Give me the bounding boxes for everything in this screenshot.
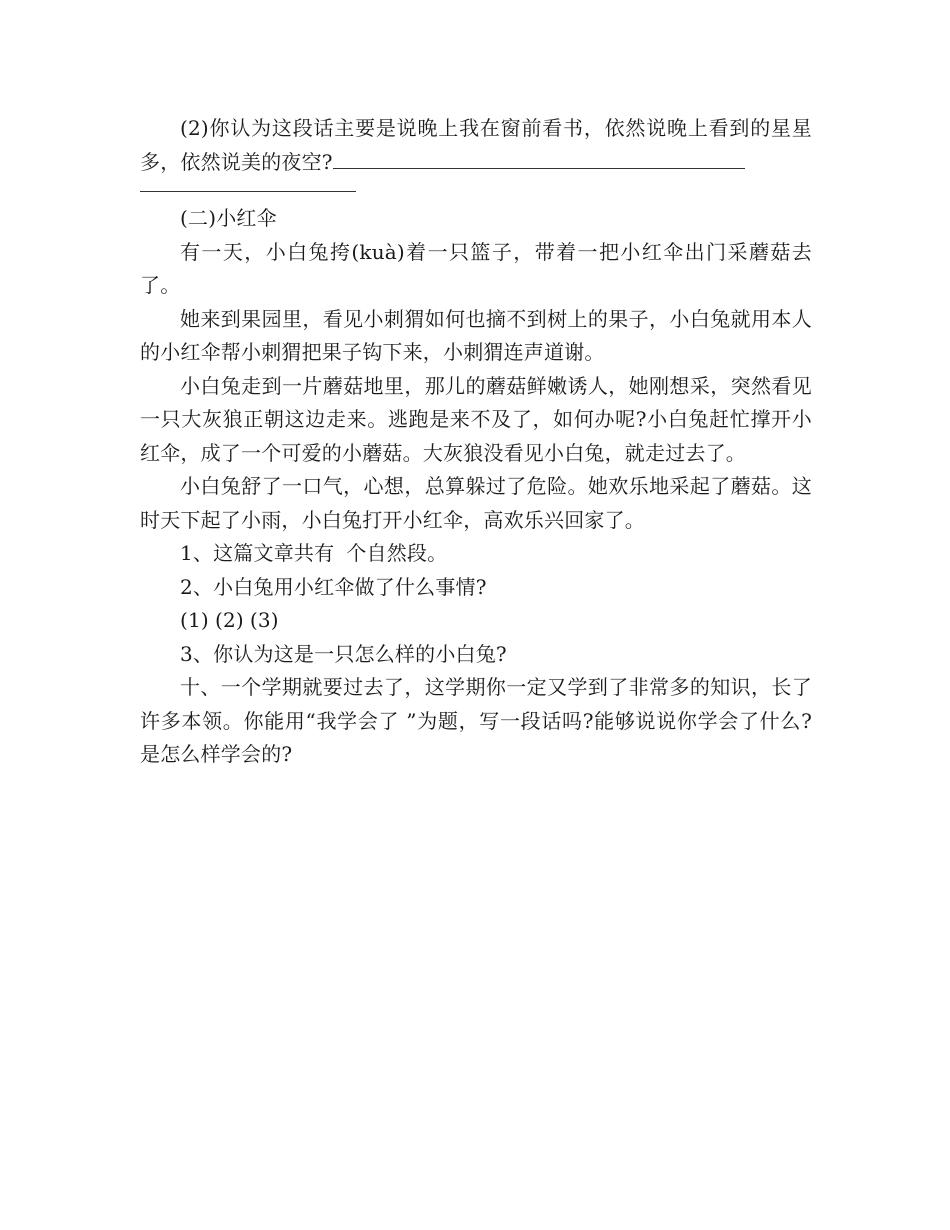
- question-2-answer-slots: [140, 604, 812, 638]
- story-paragraph-3: 小白兔走到一片蘑菇地里，那儿的蘑菇鲜嫩诱人，她刚想采，突然看见一只大灰狼正朝这边走来。逃跑是来不及了，如何办呢?小白兔赶忙撑开小红伞，成了一个可爱的小蘑菇。大灰狼没看见小白兔，就走过去了。: [140, 373, 812, 465]
- reading-question-part2-text: (2)你认为这段话主要是说晚上我在窗前看书，依然说晚上看到的星星多，依然说美的夜空?: [140, 116, 812, 174]
- story-paragraph-1: 有一天，小白兔挎(kuà)着一只篮子，带着一把小红伞出门采蘑菇去了。: [140, 239, 812, 297]
- question-1-after: 个自然段。: [346, 541, 448, 565]
- answer-slot-2: (2): [214, 608, 244, 632]
- answer-slot-1: (1): [180, 608, 209, 632]
- question-1-before: 1、这篇文章共有: [180, 541, 335, 565]
- story-paragraph-2: 她来到果园里，看见小刺猬如何也摘不到树上的果子，小白兔就用本人的小红伞帮小刺猬把果子钩下来，小刺猬连声道谢。: [140, 306, 812, 364]
- question-3: 3、你认为这是一只怎么样的小白兔?: [180, 641, 507, 666]
- document-page: [140, 112, 812, 772]
- story-paragraph-4: 小白兔舒了一口气，心想，总算躲过了危险。她欢乐地采起了蘑菇。这时天下起了小雨，小白兔打开小红伞，高欢乐兴回家了。: [140, 474, 812, 532]
- reading-question-part2: [140, 112, 812, 179]
- writing-prompt-section-10: 十、一个学期就要过去了，这学期你一定又学到了非常多的知识，长了许多本领。你能用“我学会了 ”为题，写一段话吗?能够说说你学会了什么?是怎么样学会的?: [140, 675, 812, 766]
- section-title-red-umbrella: (二)小红伞: [180, 206, 277, 230]
- answer-slot-3: (3): [249, 608, 279, 632]
- answer-blank-line-continued: [140, 191, 356, 192]
- question-2: 2、小白兔用小红伞做了什么事情?: [180, 574, 487, 599]
- question-1: [140, 537, 812, 571]
- answer-blank-line: [333, 146, 745, 169]
